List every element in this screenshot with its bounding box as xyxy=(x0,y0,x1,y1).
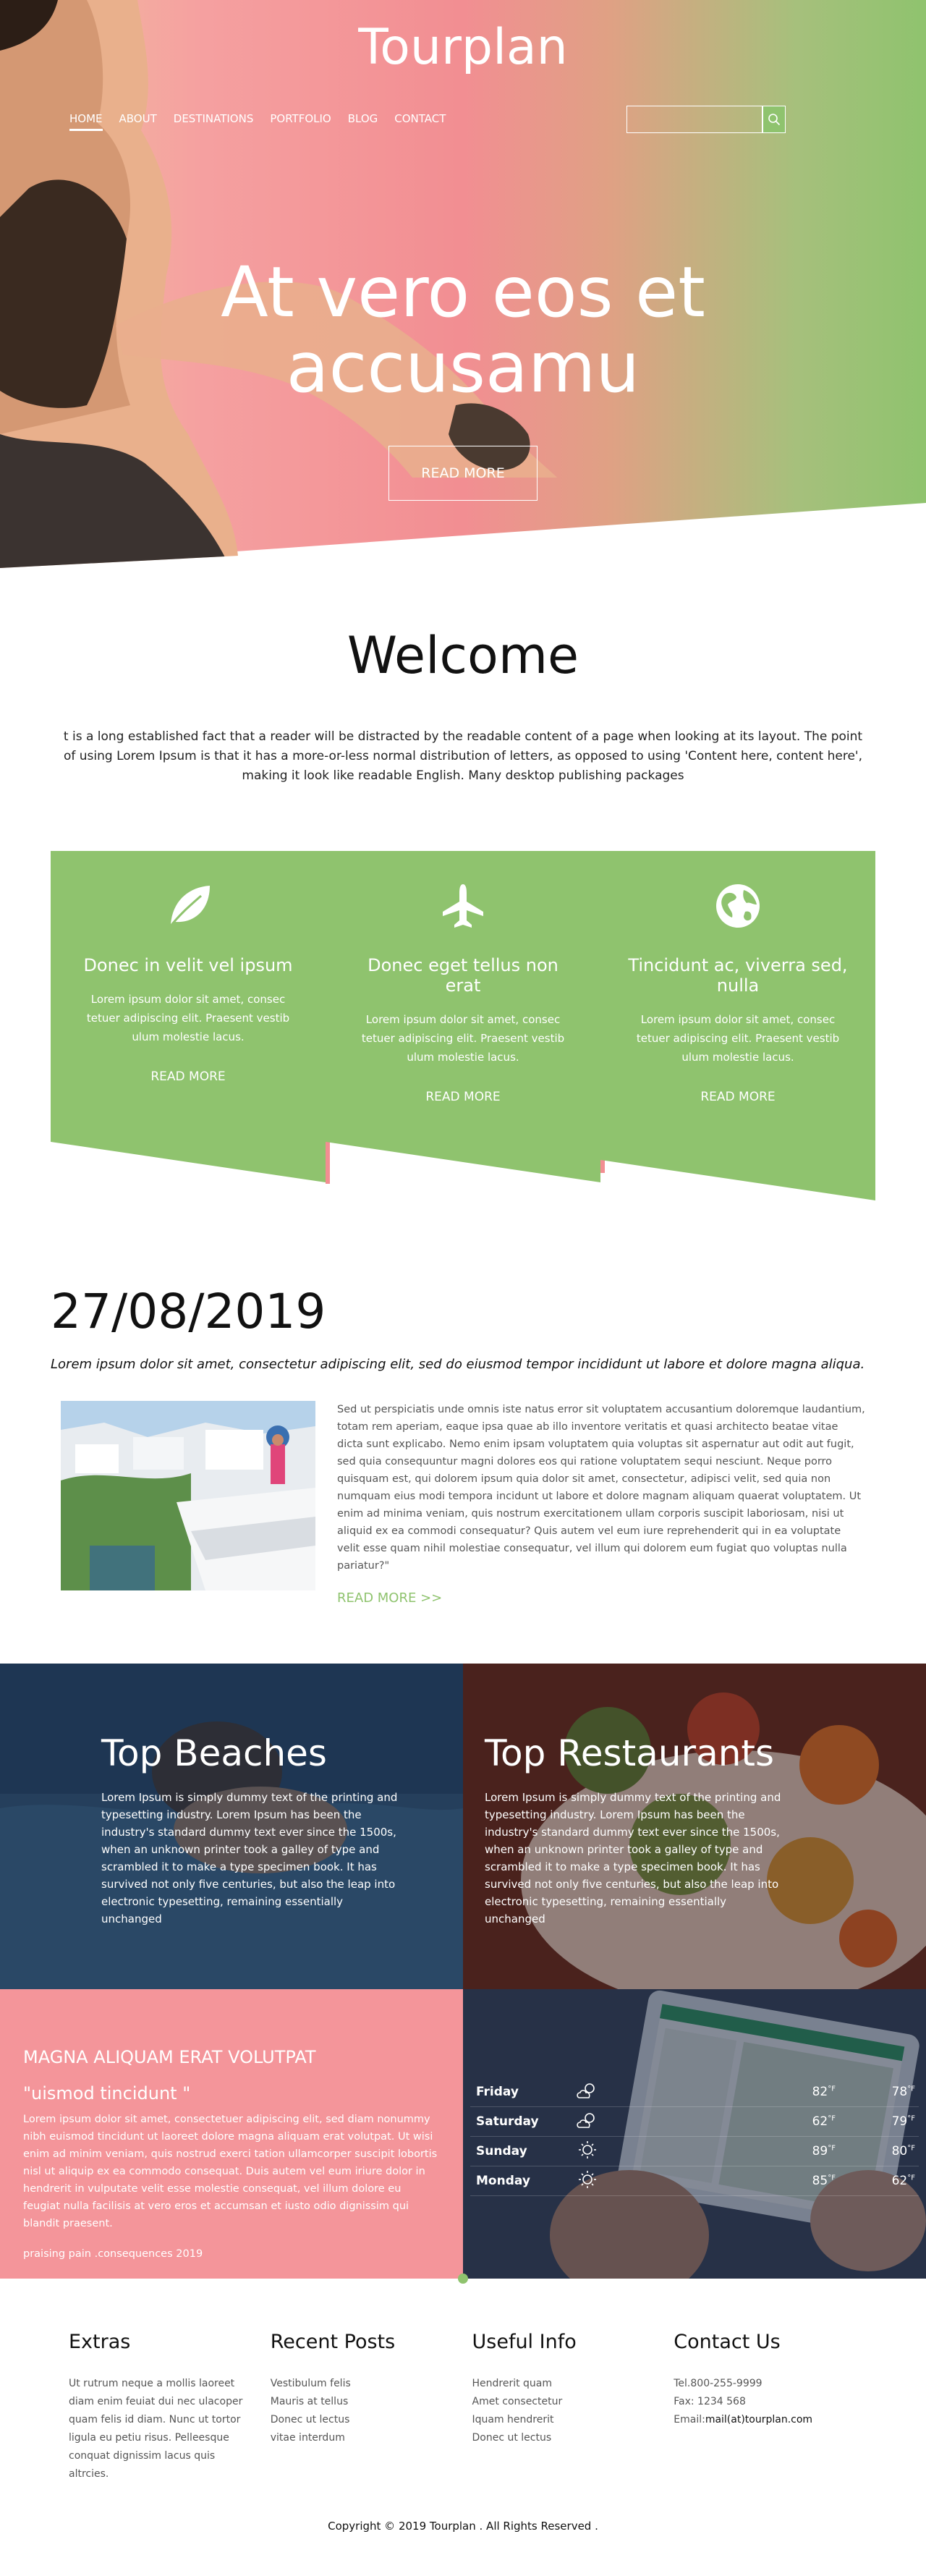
feature-read-more-link[interactable]: READ MORE xyxy=(700,1090,776,1104)
weather-unit: °F xyxy=(828,2085,836,2093)
footer-extras xyxy=(69,2331,271,2483)
quote-box xyxy=(0,1989,463,2279)
slider-dot[interactable] xyxy=(458,2274,468,2284)
footer-useful-title: Useful Info xyxy=(472,2331,577,2353)
nav-blog[interactable]: BLOG xyxy=(347,112,378,125)
nav-destinations[interactable]: DESTINATIONS xyxy=(173,112,254,125)
partly-cloudy-icon xyxy=(575,2110,600,2130)
weather-high: 89 xyxy=(812,2144,828,2158)
footer-extras-title: Extras xyxy=(69,2331,131,2353)
search-icon xyxy=(768,113,781,126)
partly-cloudy-icon xyxy=(575,2080,600,2101)
weather-unit: °F xyxy=(907,2085,915,2093)
weather-unit: °F xyxy=(828,2114,836,2123)
weather-high: 82 xyxy=(812,2085,828,2099)
weather-day: Friday xyxy=(476,2085,519,2099)
weather-unit: °F xyxy=(907,2174,915,2182)
top-beaches-title: Top Beaches xyxy=(101,1732,327,1774)
recent-post-link[interactable]: vitae interdum xyxy=(270,2432,345,2444)
brand-logo[interactable]: Tourplan xyxy=(358,19,568,76)
useful-info-link[interactable]: Iquam hendrerit xyxy=(472,2414,554,2425)
quote-weather-section xyxy=(0,1989,926,2279)
search-input[interactable] xyxy=(626,106,763,133)
weather-high: 85 xyxy=(812,2174,828,2188)
feature-card xyxy=(326,851,600,1140)
recent-post-link[interactable]: Vestibulum felis xyxy=(270,2378,351,2389)
weather-forecast-table xyxy=(470,2077,919,2196)
search-button[interactable] xyxy=(763,106,786,133)
useful-info-link[interactable]: Amet consectetur xyxy=(472,2396,563,2407)
top-restaurants-box[interactable] xyxy=(463,1664,926,1989)
top-lists-section xyxy=(0,1664,926,1989)
search-form xyxy=(626,106,786,133)
quote-heading: MAGNA ALIQUAM ERAT VOLUTPAT xyxy=(23,2047,316,2067)
weather-unit: °F xyxy=(907,2114,915,2123)
feature-text: Lorem ipsum dolor sit amet, consec tetuer adipiscing elit. Praesent vestib ulum molestie lacus. xyxy=(636,1013,840,1064)
useful-info-link[interactable]: Hendrerit quam xyxy=(472,2378,553,2389)
footer xyxy=(0,2331,926,2576)
weather-day: Monday xyxy=(476,2174,530,2188)
feature-card-tail xyxy=(51,1140,326,1184)
quote-text: Lorem ipsum dolor sit amet, consectetuer adipiscing elit, sed diam nonummy nibh euismod tincidunt ut laoreet dolore magna aliquam erat volutpat. Ut wisi enim ad minim veniam, quis nostrud exerci tation ullamcorper suscipit lobortis nisl ut aliquip ex ea commodo consequat. Duis autem vel eum iriure dolor in hendrerit in vulputate velit esse molestie consequat, vel illum dolore eu feugiat nulla facilisis at vero eros et accumsan et iusto odio dignissim qui blandit praesent. xyxy=(23,2114,438,2229)
main-nav xyxy=(69,112,462,131)
weather-day: Sunday xyxy=(476,2144,527,2158)
feature-card xyxy=(51,851,326,1140)
weather-row xyxy=(470,2107,919,2137)
contact-email-label: Email: xyxy=(674,2414,705,2425)
recent-post-link[interactable]: Mauris at tellus xyxy=(270,2396,349,2407)
feature-text: Lorem ipsum dolor sit amet, consec tetuer adipiscing elit. Praesent vestib ulum molestie lacus. xyxy=(361,1013,565,1064)
top-beaches-box[interactable] xyxy=(0,1664,463,1989)
feature-read-more-link[interactable]: READ MORE xyxy=(150,1069,226,1084)
feature-card-tail xyxy=(326,1140,600,1184)
weather-box xyxy=(463,1989,926,2279)
welcome-text: t is a long established fact that a reader will be distracted by the readable content of a page when looking at its layout. The point of using Lorem Ipsum is that it has a more-or-less normal distribution of letters, as opposed to using 'Content here, content here', making it look like readable English. Many desktop publishing packages xyxy=(63,729,863,783)
top-beaches-text: Lorem Ipsum is simply dummy text of the printing and typesetting industry. Lorem Ipsum has been the industry's standard dummy text ever since the 1500s, when an unknown printer took a galley of type and scrambled it to make a type specimen book. It has survived not only five centuries, but also the leap into electronic typesetting, remaining essentially unchanged xyxy=(101,1791,398,1925)
feature-read-more-link[interactable]: READ MORE xyxy=(425,1090,501,1104)
feature-text: Lorem ipsum dolor sit amet, consec tetuer adipiscing elit. Praesent vestib ulum molestie lacus. xyxy=(86,993,290,1043)
article-read-more-link[interactable]: READ MORE >> xyxy=(337,1590,443,1606)
feature-title: Donec eget tellus non erat xyxy=(368,955,558,996)
article-section xyxy=(51,1284,875,1606)
quote-caption: praising pain .consequences 2019 xyxy=(23,2248,203,2260)
nav-home[interactable]: HOME xyxy=(69,112,103,131)
welcome-section xyxy=(0,572,926,786)
footer-contact-title: Contact Us xyxy=(674,2331,781,2353)
weather-low: 80 xyxy=(891,2144,908,2158)
hero-section xyxy=(0,0,926,572)
article-image xyxy=(61,1401,315,1590)
weather-row xyxy=(470,2166,919,2196)
weather-day: Saturday xyxy=(476,2114,539,2129)
top-restaurants-text: Lorem Ipsum is simply dummy text of the printing and typesetting industry. Lorem Ipsum has been the industry's standard dummy text ever since the 1500s, when an unknown printer took a galley of type and scrambled it to make a type specimen book. It has survived not only five centuries, but also the leap into electronic typesetting, remaining essentially unchanged xyxy=(485,1791,781,1925)
article-photo-santorini xyxy=(61,1401,315,1590)
top-restaurants-title: Top Restaurants xyxy=(485,1732,775,1774)
article-lead: Lorem ipsum dolor sit amet, consectetur adipiscing elit, sed do eiusmod tempor incididunt ut labore et dolore magna aliqua. xyxy=(51,1357,865,1372)
nav-contact[interactable]: CONTACT xyxy=(394,112,446,125)
feature-card xyxy=(600,851,875,1158)
hero-title-line1: At vero eos et xyxy=(221,252,705,333)
weather-low: 79 xyxy=(891,2114,908,2129)
contact-fax: Fax: 1234 568 xyxy=(674,2396,746,2407)
footer-recent-title: Recent Posts xyxy=(270,2331,396,2353)
sun-icon xyxy=(575,2140,600,2160)
weather-unit: °F xyxy=(828,2144,836,2153)
welcome-title: Welcome xyxy=(347,626,579,685)
recent-post-link[interactable]: Donec ut lectus xyxy=(270,2414,350,2425)
weather-low: 62 xyxy=(891,2174,908,2188)
hero-title-line2: accusamu xyxy=(286,327,640,408)
airplane-icon xyxy=(437,880,489,932)
hero-read-more-button[interactable]: READ MORE xyxy=(388,446,538,501)
footer-useful-info xyxy=(472,2331,674,2483)
feature-title: Donec in velit vel ipsum xyxy=(83,955,293,975)
nav-portfolio[interactable]: PORTFOLIO xyxy=(270,112,331,125)
nav-about[interactable]: ABOUT xyxy=(119,112,157,125)
sun-icon xyxy=(575,2169,600,2190)
hero-title xyxy=(0,252,926,408)
weather-high: 62 xyxy=(812,2114,828,2129)
footer-extras-text: Ut rutrum neque a mollis laoreet diam enim feuiat dui nec ulacoper quam felis id diam. Nunc ut tortor ligula eu petiu risus. Pelleesque conquat dignissim lacus quis altrcies. xyxy=(69,2378,243,2480)
feature-card-tail xyxy=(600,1158,875,1202)
article-date: 27/08/2019 xyxy=(51,1284,326,1339)
features-section xyxy=(51,851,875,1191)
useful-info-link[interactable]: Donec ut lectus xyxy=(472,2432,552,2444)
quote-title: "uismod tincidunt " xyxy=(23,2083,191,2103)
contact-tel: Tel.800-255-9999 xyxy=(674,2378,763,2389)
article-body: Sed ut perspiciatis unde omnis iste natus error sit voluptatem accusantium doloremque laudantium, totam rem aperiam, eaque ipsa quae ab illo inventore veritatis et quasi architecto beatae vitae dicta sunt explicabo. Nemo enim ipsam voluptatem quia voluptas sit aspernatur aut odit aut fugit, sed quia consequuntur magni dolores eos qui ratione voluptatem sequi nesciunt. Neque porro quisquam est, qui dolorem ipsum quia dolor sit amet, consectetur, adipisci velit, sed quia non numquam eius modi tempora incidunt ut labore et dolore magnam aliquam quaerat voluptatem. Ut enim ad minima veniam, quis nostrum exercitationem ullam corporis suscipit laboriosam, nisi ut aliquid ex ea commodi consequatur? Quis autem vel eum iure reprehenderit qui in ea voluptate velit esse quam nihil molestiae consequatur, vel illum qui dolorem eum fugiat quo voluptas nulla pariatur?" xyxy=(337,1404,865,1572)
leaf-icon xyxy=(162,880,214,932)
footer-contact xyxy=(674,2331,875,2483)
contact-email-link[interactable]: mail(at)tourplan.com xyxy=(705,2414,813,2425)
weather-row xyxy=(470,2137,919,2166)
globe-icon xyxy=(712,880,764,932)
feature-title: Tincidunt ac, viverra sed, nulla xyxy=(628,955,848,996)
weather-unit: °F xyxy=(828,2174,836,2182)
footer-recent-posts xyxy=(271,2331,472,2483)
copyright: Copyright © 2019 Tourplan . All Rights Reserved . xyxy=(328,2520,598,2533)
weather-unit: °F xyxy=(907,2144,915,2153)
weather-low: 78 xyxy=(891,2085,908,2099)
weather-row xyxy=(470,2077,919,2107)
